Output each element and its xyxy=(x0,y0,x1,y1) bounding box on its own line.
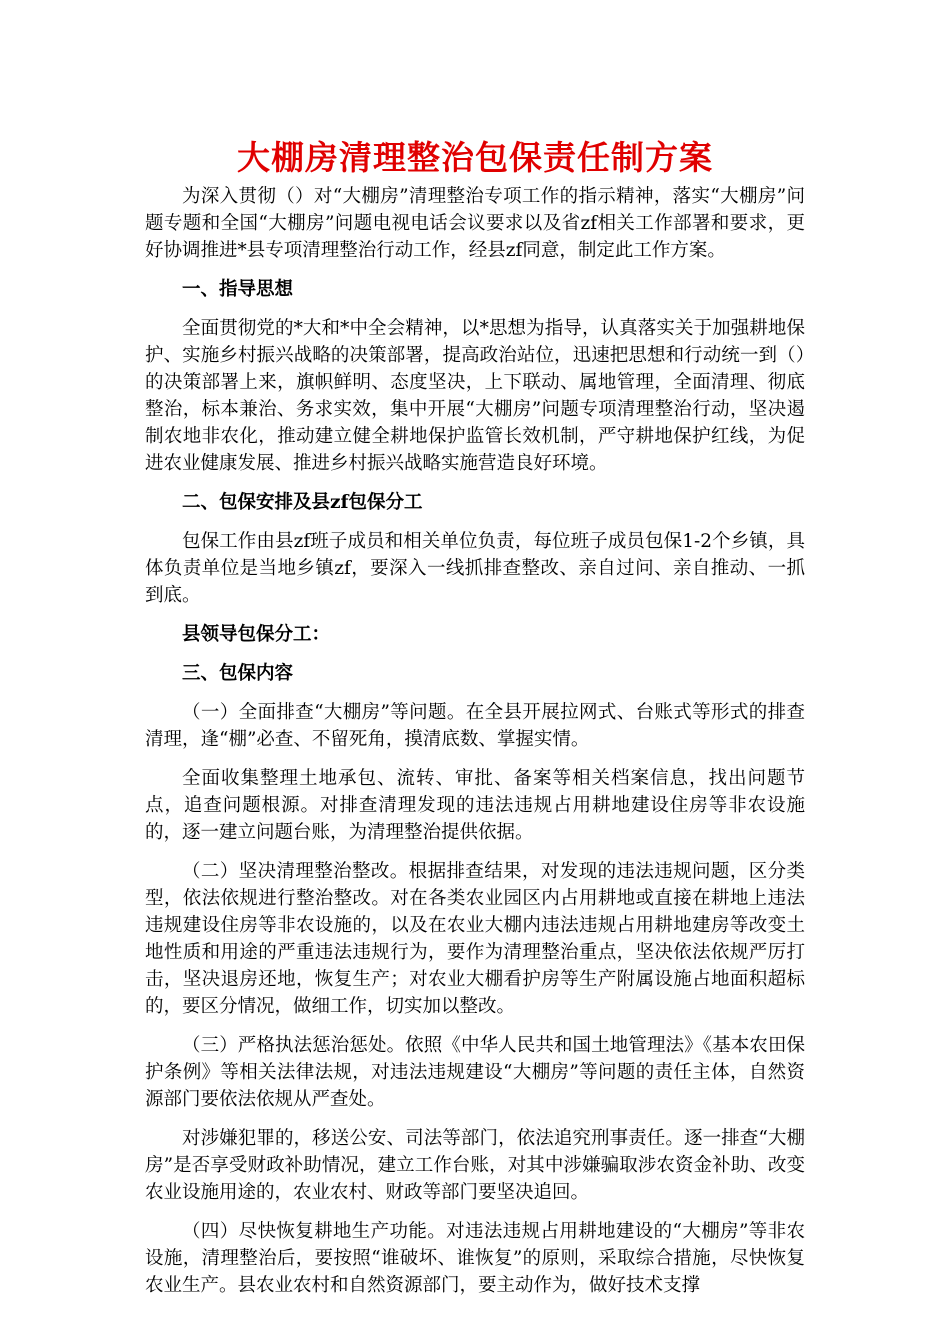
content-item-3-detail-paragraph: 对涉嫌犯罪的，移送公安、司法等部门，依法追究刑事责任。逐一排查“大棚房”是否享受财政补助情况，建立工作台账，对其中涉嫌骗取涉农资金补助、改变农业设施用途的，农业农村、财政等部门要坚决追回。 xyxy=(145,1128,805,1203)
section-heading-responsibility-arrangement: 二、包保安排及县zf包保分工 xyxy=(182,492,423,513)
document-body xyxy=(145,183,805,1311)
subheading-county-leader-division: 县领导包保分工： xyxy=(182,624,331,645)
content-item-1-paragraph: （一）全面排查“大棚房”等问题。在全县开展拉网式、台账式等形式的排查清理，逢“棚”必查、不留死角，摸清底数、掌握实情。 xyxy=(145,702,805,750)
content-item-3-paragraph: （三）严格执法惩治惩处。依照《中华人民共和国土地管理法》《基本农田保护条例》等相关法律法规，对违法违规建设“大棚房”等问题的责任主体，自然资源部门要依法依规从严查处。 xyxy=(145,1035,805,1110)
content-item-4-paragraph: （四）尽快恢复耕地生产功能。对违法违规占用耕地建设的“大棚房”等非农设施，清理整治后，要按照“谁破坏、谁恢复”的原则，采取综合措施，尽快恢复农业生产。县农业农村和自然资源部门，要主动作为，做好技术支撑 xyxy=(145,1221,805,1296)
intro-paragraph: 为深入贯彻（）对“大棚房”清理整治专项工作的指示精神，落实“大棚房”问题专题和全国“大棚房”问题电视电话会议要求以及省zf相关工作部署和要求，更好协调推进*县专项清理整治行动工作，经县zf同意，制定此工作方案。 xyxy=(145,186,805,261)
section-heading-guiding-ideology: 一、指导思想 xyxy=(182,279,294,300)
section-heading-responsibility-content: 三、包保内容 xyxy=(182,663,294,684)
guiding-ideology-paragraph: 全面贯彻党的*大和*中全会精神，以*思想为指导，认真落实关于加强耕地保护、实施乡村振兴战略的决策部署，提高政治站位，迅速把思想和行动统一到（）的决策部署上来，旗帜鲜明、态度坚决，上下联动、属地管理，全面清理、彻底整治，标本兼治、务求实效，集中开展“大棚房”问题专项清理整治行动，坚决遏制农地非农化，推动建立健全耕地保护监管长效机制，严守耕地保护红线，为促进农业健康发展、推进乡村振兴战略实施营造良好环境。 xyxy=(145,318,805,474)
document-title: 大棚房清理整治包保责任制方案 xyxy=(237,138,713,177)
content-item-1-detail-paragraph: 全面收集整理土地承包、流转、审批、备案等相关档案信息，找出问题节点，追查问题根源。对排查清理发现的违法违规占用耕地建设住房等非农设施的，逐一建立问题台账，为清理整治提供依据。 xyxy=(145,768,805,843)
content-item-2-paragraph: （二）坚决清理整治整改。根据排查结果，对发现的违法违规问题，区分类型，依法依规进行整治整改。对在各类农业园区内占用耕地或直接在耕地上违法违规建设住房等非农设施的，以及在农业大棚内违法违规占用耕地建房等改变土地性质和用途的严重违法违规行为，要作为清理整治重点，坚决依法依规严厉打击，坚决退房还地，恢复生产；对农业大棚看护房等生产附属设施占地面积超标的，要区分情况，做细工作，切实加以整改。 xyxy=(145,861,805,1017)
responsibility-arrangement-paragraph: 包保工作由县zf班子成员和相关单位负责，每位班子成员包保1-2个乡镇，具体负责单位是当地乡镇zf，要深入一线抓排查整改、亲自过问、亲自推动、一抓到底。 xyxy=(145,531,805,606)
